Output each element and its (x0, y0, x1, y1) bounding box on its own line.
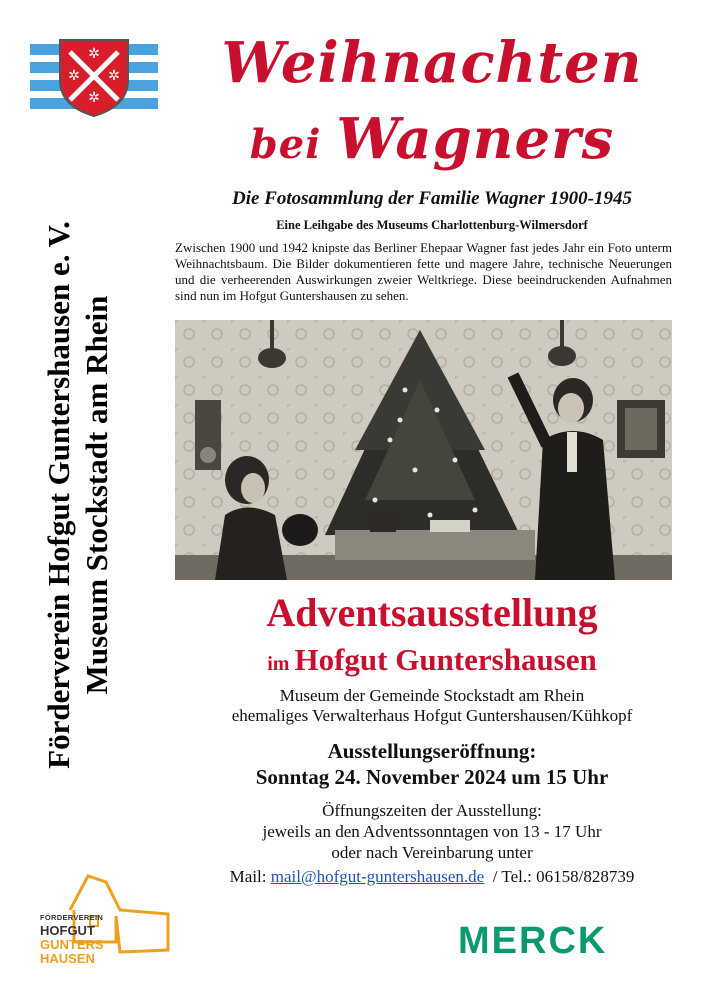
title-line-1: Weihnachten (221, 30, 643, 96)
phone-text: / Tel.: 06158/828739 (484, 867, 635, 886)
title-bei: bei (249, 121, 337, 168)
vertical-title (18, 150, 138, 840)
loan-note: Eine Leihgabe des Museums Charlottenburg-Wilmersdorf (276, 218, 588, 232)
museum-info (172, 686, 692, 726)
mail-link[interactable]: mail@hofgut-guntershausen.de (270, 867, 485, 886)
subheadline-prefix: im (267, 653, 295, 675)
logo-line-4: HAUSEN (40, 951, 95, 966)
opening-info (172, 738, 692, 790)
subheadline (172, 640, 692, 684)
svg-text:✲: ✲ (88, 91, 100, 106)
merck-logo-text: MERCK (458, 920, 608, 960)
christmas-photo (175, 320, 672, 580)
contact-line (172, 866, 692, 887)
subtitle: Die Fotosammlung der Familie Wagner 1900-1945 (232, 188, 632, 209)
subheadline-main: Hofgut Guntershausen (294, 642, 597, 677)
opening-hours (172, 800, 692, 863)
title-line-2 (172, 104, 692, 180)
museum-line-2: ehemaliges Verwalterhaus Hofgut Guntershausen/Kühkopf (231, 706, 633, 725)
opening-line-2: Sonntag 24. November 2024 um 15 Uhr (255, 765, 609, 789)
hours-line-3: oder nach Vereinbarung unter (331, 843, 533, 862)
mail-label: Mail: (229, 867, 271, 886)
svg-text:✲: ✲ (68, 69, 80, 84)
title-wagners: Wagners (336, 106, 615, 172)
museum-line-1: Museum der Gemeinde Stockstadt am Rhein (279, 686, 585, 705)
logo-line-1: FÖRDERVEREIN (40, 913, 104, 922)
logo-line-2: HOFGUT (40, 923, 95, 938)
headline: Adventsausstellung (266, 590, 598, 635)
description: Zwischen 1900 und 1942 knipste das Berliner Ehepaar Wagner fast jedes Jahr ein Foto unterm Weihnachtsbaum. Die Bilder dokumentieren fette und magere Jahre, technische Neuerungen und die verheerenden Auswirkungen zweier Weltkriege. Diese beeindruckenden Aufnahmen sind nun im Hofgut Guntershausen zu sehen. (175, 240, 672, 303)
opening-line-1: Ausstellungseröffnung: (327, 739, 537, 763)
logo-line-3: GUNTERS (40, 937, 104, 952)
merck-logo (458, 920, 628, 960)
association-logo-text (40, 912, 104, 966)
vertical-line-2: Museum Stockstadt am Rhein (79, 295, 114, 695)
coat-of-arms-icon (30, 38, 158, 118)
hours-line-1: Öffnungszeiten der Ausstellung: (322, 801, 542, 820)
svg-text:✲: ✲ (108, 69, 120, 84)
vertical-line-1: Förderverein Hofgut Guntershausen e. V. (41, 221, 76, 769)
svg-text:✲: ✲ (88, 47, 100, 62)
hours-line-2: jeweils an den Adventssonntagen von 13 - 17 Uhr (262, 822, 602, 841)
